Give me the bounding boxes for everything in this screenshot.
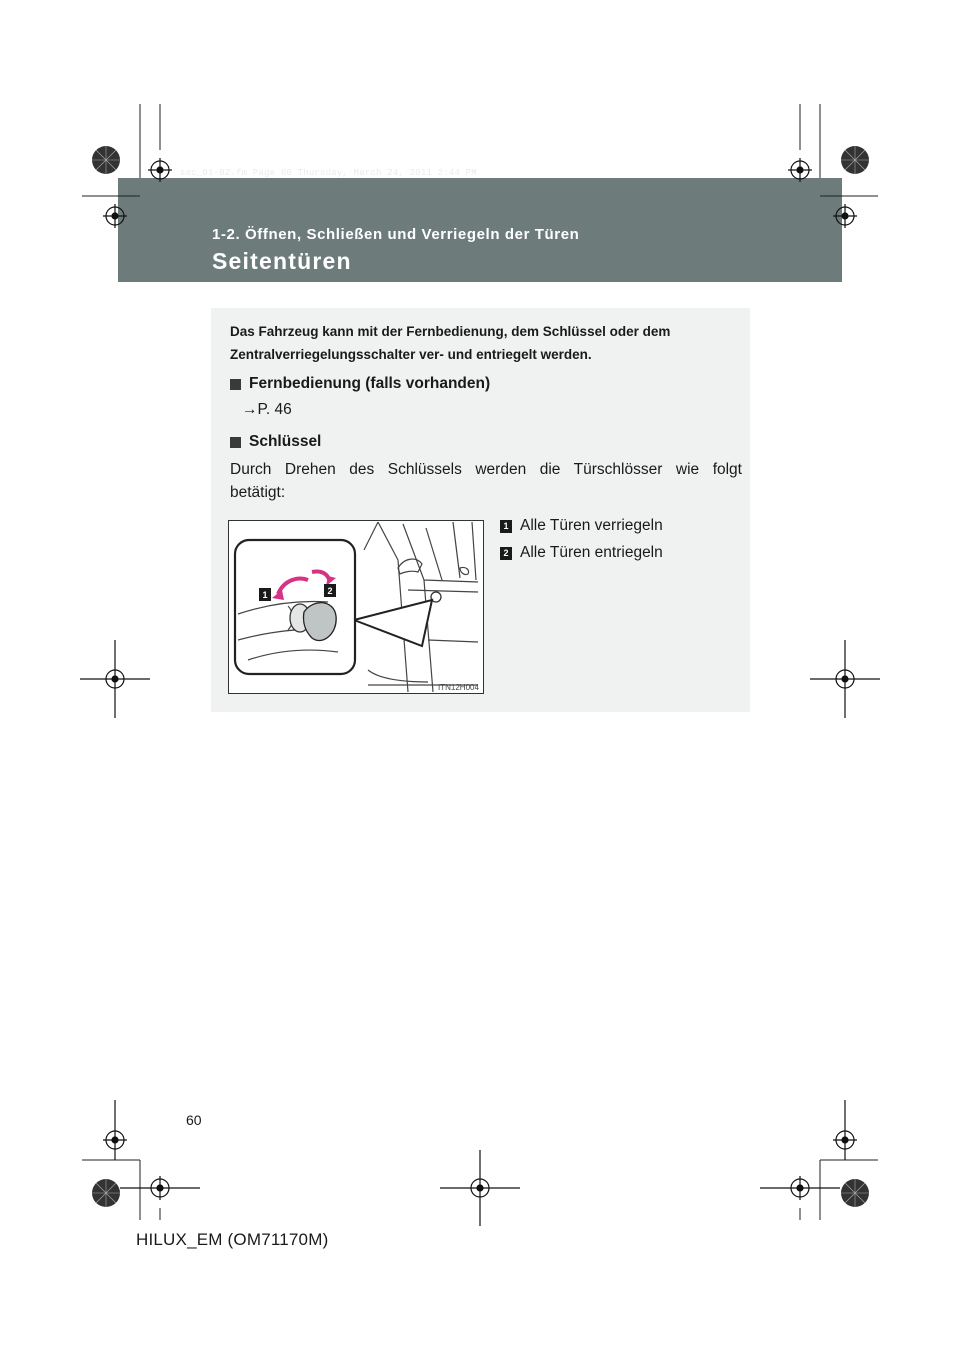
registration-target-icon [148,158,172,182]
rosette-top-left-icon [92,146,120,174]
illustration-code: ITN12H004 [438,683,479,692]
rosette-bottom-right-icon [841,1179,869,1207]
registration-target-icon [788,158,812,182]
key-description-line-1: Durch Drehen des Schlüssels werden die Türschlösser wie folgt [230,461,742,478]
intro-line-2: Zentralverriegelungsschalter ver- und entriegelt werden. [230,347,592,362]
arrow-right-icon: → [242,401,258,418]
page-reference[interactable]: P. 46 [257,401,292,418]
rosette-bottom-left-icon [92,1179,120,1207]
step-label: Alle Türen verriegeln [520,517,663,534]
registration-marks [80,158,880,1226]
key-heading-label: Schlüssel [249,433,322,450]
step-number-badge: 1 [500,520,512,533]
registration-target-icon [103,204,127,228]
step-label: Alle Türen entriegeln [520,544,663,561]
registration-target-icon [80,640,150,718]
section-label: 1-2. Öffnen, Schließen und Verriegeln der Türen [212,226,580,243]
file-stamp: sec_01-02.fm Page 60 Thursday, March 24, 2011 2:44 PM [180,168,477,178]
key-description-line-2: betätigt: [230,484,286,501]
callout-2: 2 [327,586,333,596]
rosette-top-right-icon [841,146,869,174]
step-number-badge: 2 [500,547,512,560]
page-number: 60 [186,1112,202,1128]
remote-heading-label: Fernbedienung (falls vorhanden) [249,375,491,392]
registration-target-icon [103,1100,127,1160]
registration-target-icon [120,1176,200,1200]
registration-target-icon [833,204,857,228]
registration-target-icon [833,1100,857,1160]
page-heading: Seitentüren [212,248,352,274]
registration-target-icon [440,1150,520,1226]
callout-1: 1 [262,590,268,600]
document-code: HILUX_EM (OM71170M) [136,1230,329,1249]
registration-target-icon [810,640,880,718]
intro-line-1: Das Fahrzeug kann mit der Fernbedienung, dem Schlüssel oder dem [230,324,671,339]
registration-target-icon [760,1176,840,1200]
